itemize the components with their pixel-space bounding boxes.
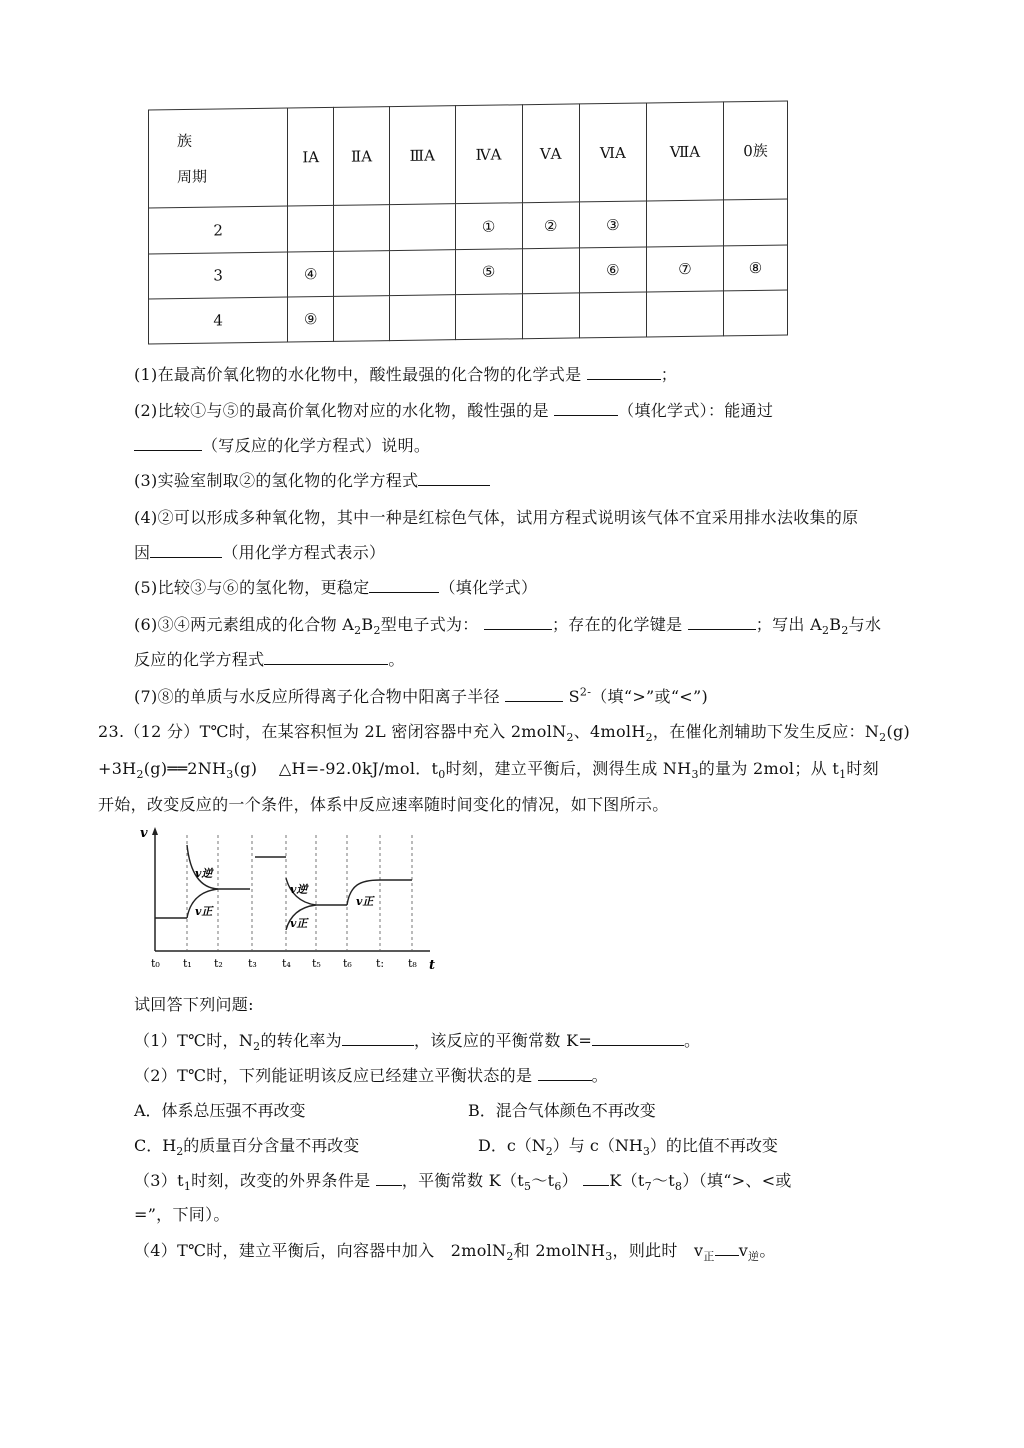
group-header: ⅢA: [389, 106, 455, 205]
table-cell: [334, 295, 390, 341]
table-corner-cell: [149, 108, 288, 208]
answer-blank[interactable]: [418, 471, 490, 486]
table-cell: ⑤: [455, 248, 522, 294]
group-header: ⅡA: [334, 107, 390, 206]
group-header: ⅦA: [646, 102, 723, 201]
rate-time-chart: [140, 823, 440, 973]
q22-part5: (5)比较③与⑥的氢化物，更稳定 （填化学式）: [134, 578, 538, 597]
q23-part3-cont: =”，下同）。: [134, 1205, 230, 1224]
table-cell: ⑧: [724, 245, 788, 291]
group-header: ⅥA: [579, 103, 646, 202]
answer-blank[interactable]: [369, 578, 439, 593]
q23-intro: 试回答下列问题:: [134, 995, 254, 1014]
answer-blank[interactable]: [554, 401, 618, 416]
table-cell: ④: [288, 251, 334, 297]
table-cell: ⑦: [646, 246, 723, 292]
option-B[interactable]: B．混合气体颜色不再改变: [468, 1101, 656, 1120]
q22-part6-cont: 反应的化学方程式 。: [134, 650, 405, 669]
table-cell: [522, 248, 579, 294]
group-header: 0族: [724, 101, 788, 200]
answer-blank[interactable]: [583, 1171, 609, 1186]
option-D[interactable]: D．$c(N_2)$与 $c(NH_3)$的比值不再改变: [478, 1136, 778, 1159]
q23-stem-line2: $+3H_2(g)══2NH_3(g)$ △H=-92.0kJ/mol．$t_0$时刻，建立平衡后，测得生成 $NH_3$的量为 2mol；从 $t_1$时刻: [98, 759, 879, 782]
answer-blank[interactable]: [134, 436, 202, 451]
x-tick-label: t₃: [248, 957, 257, 970]
table-cell: [334, 250, 390, 296]
answer-blank[interactable]: [587, 365, 661, 380]
answer-blank[interactable]: [342, 1031, 414, 1046]
table-cell: [646, 291, 723, 337]
q22-part6: (6)③④两元素组成的化合物 $A_2B_2$型电子式为： ；存在的化学键是 ；写出 $A_2B_2$与水: [134, 615, 882, 638]
q22-part3: (3)实验室制取②的氢化物的化学方程式: [134, 468, 490, 491]
table-cell: [389, 294, 455, 340]
answer-blank[interactable]: [150, 543, 222, 558]
table-cell: [646, 200, 723, 246]
q23-part4: （4）T℃时，建立平衡后，向容器中加入 2molN$_2$和 2molNH$_3$，则此时 $v_正$ $v_逆$。: [134, 1241, 776, 1264]
curve-label-v-forward-2: v正: [290, 917, 308, 930]
y-axis-label: v: [140, 826, 148, 841]
answer-blank[interactable]: [538, 1066, 592, 1081]
corner-top-label: 族: [177, 131, 193, 150]
answer-blank[interactable]: [688, 615, 756, 630]
q23-part1: （1）T℃时，$N_2$的转化率为 ，该反应的平衡常数 K= 。: [134, 1031, 701, 1054]
curve-label-v-reverse-1: v逆: [195, 867, 213, 880]
period-label: 2: [149, 206, 288, 253]
q23-stem-line3: 开始，改变反应的一个条件，体系中反应速率随时间变化的情况，如下图所示。: [98, 795, 669, 814]
corner-bottom-label: 周期: [177, 167, 208, 186]
x-tick-label: t₂: [214, 957, 223, 970]
answer-blank[interactable]: [592, 1031, 684, 1046]
q22-part7: (7)⑧的单质与水反应所得离子化合物中阳离子半径 $S^{2-}$（填“>”或“<”): [134, 685, 709, 706]
q23-stem-line1: 23.（12 分）T℃时，在某容积恒为 2L 密闭容器中充入 2molN$_2$、4molH$_2$，在催化剂辅助下发生反应：$N_2(g)$: [98, 722, 911, 745]
q22-part2-cont: （写反应的化学方程式）说明。: [134, 433, 430, 456]
option-A[interactable]: A．体系总压强不再改变: [134, 1101, 306, 1120]
q23-part2: （2）T℃时，下列能证明该反应已经建立平衡状态的是 。: [134, 1066, 608, 1085]
q23-part3: $(3)t_1$时刻，改变的外界条件是 ，平衡常数 $K(t_5\sim t_6)$ $K(t_7\sim t_8)$（填“>、<或: [134, 1171, 792, 1194]
curve-label-v-forward-1: v正: [195, 905, 213, 918]
x-tick-label: t:: [376, 957, 385, 970]
curve-label-v-forward-3: v正: [356, 895, 374, 908]
x-tick-label: t₄: [282, 957, 291, 970]
table-cell: [389, 249, 455, 295]
x-tick-label: t₈: [408, 957, 417, 970]
x-tick-label: t₀: [151, 957, 160, 970]
table-cell: [389, 204, 455, 250]
group-header: ⅣA: [455, 105, 522, 204]
curve-label-v-reverse-2: v逆: [290, 883, 308, 896]
x-tick-label: t₆: [343, 957, 352, 970]
answer-blank[interactable]: [505, 687, 563, 702]
answer-blank[interactable]: [264, 650, 388, 665]
table-cell: ①: [455, 203, 522, 249]
table-cell: [579, 292, 646, 338]
x-tick-label: t₁: [183, 957, 192, 970]
table-cell: [334, 205, 390, 251]
period-label: 3: [149, 252, 288, 299]
table-cell: [288, 206, 334, 252]
option-C[interactable]: C．$H_2$的质量百分含量不再改变: [134, 1136, 360, 1159]
answer-blank[interactable]: [484, 615, 552, 630]
table-cell: [522, 293, 579, 339]
table-cell: ③: [579, 201, 646, 247]
x-tick-label: t₅: [312, 957, 321, 970]
period-label: 4: [149, 297, 288, 344]
y-axis-arrow: [152, 827, 158, 835]
q22-part4-cont: 因 （用化学方程式表示）: [134, 543, 386, 562]
group-header: ⅤA: [522, 104, 579, 203]
group-header: ⅠA: [288, 107, 334, 206]
q22-part2: (2)比较①与⑤的最高价氧化物对应的水化物，酸性强的是 （填化学式）：能通过: [134, 401, 774, 420]
table-cell: ⑥: [579, 247, 646, 293]
x-tick-group: [151, 957, 417, 970]
table-cell: [724, 290, 788, 336]
q22-part1: (1)在最高价氧化物的水化物中，酸性最强的化合物的化学式是 ；: [134, 365, 678, 384]
table-cell: ⑨: [288, 296, 334, 342]
answer-blank[interactable]: [715, 1241, 739, 1256]
table-cell: [455, 294, 522, 340]
periodic-table: [148, 105, 788, 340]
table-cell: [724, 199, 788, 245]
q22-part4: (4)②可以形成多种氧化物，其中一种是红棕色气体，试用方程式说明该气体不宜采用排水法收集的原: [134, 508, 859, 527]
answer-blank[interactable]: [376, 1171, 402, 1186]
table-cell: ②: [522, 202, 579, 248]
x-axis-label: t: [429, 958, 436, 973]
